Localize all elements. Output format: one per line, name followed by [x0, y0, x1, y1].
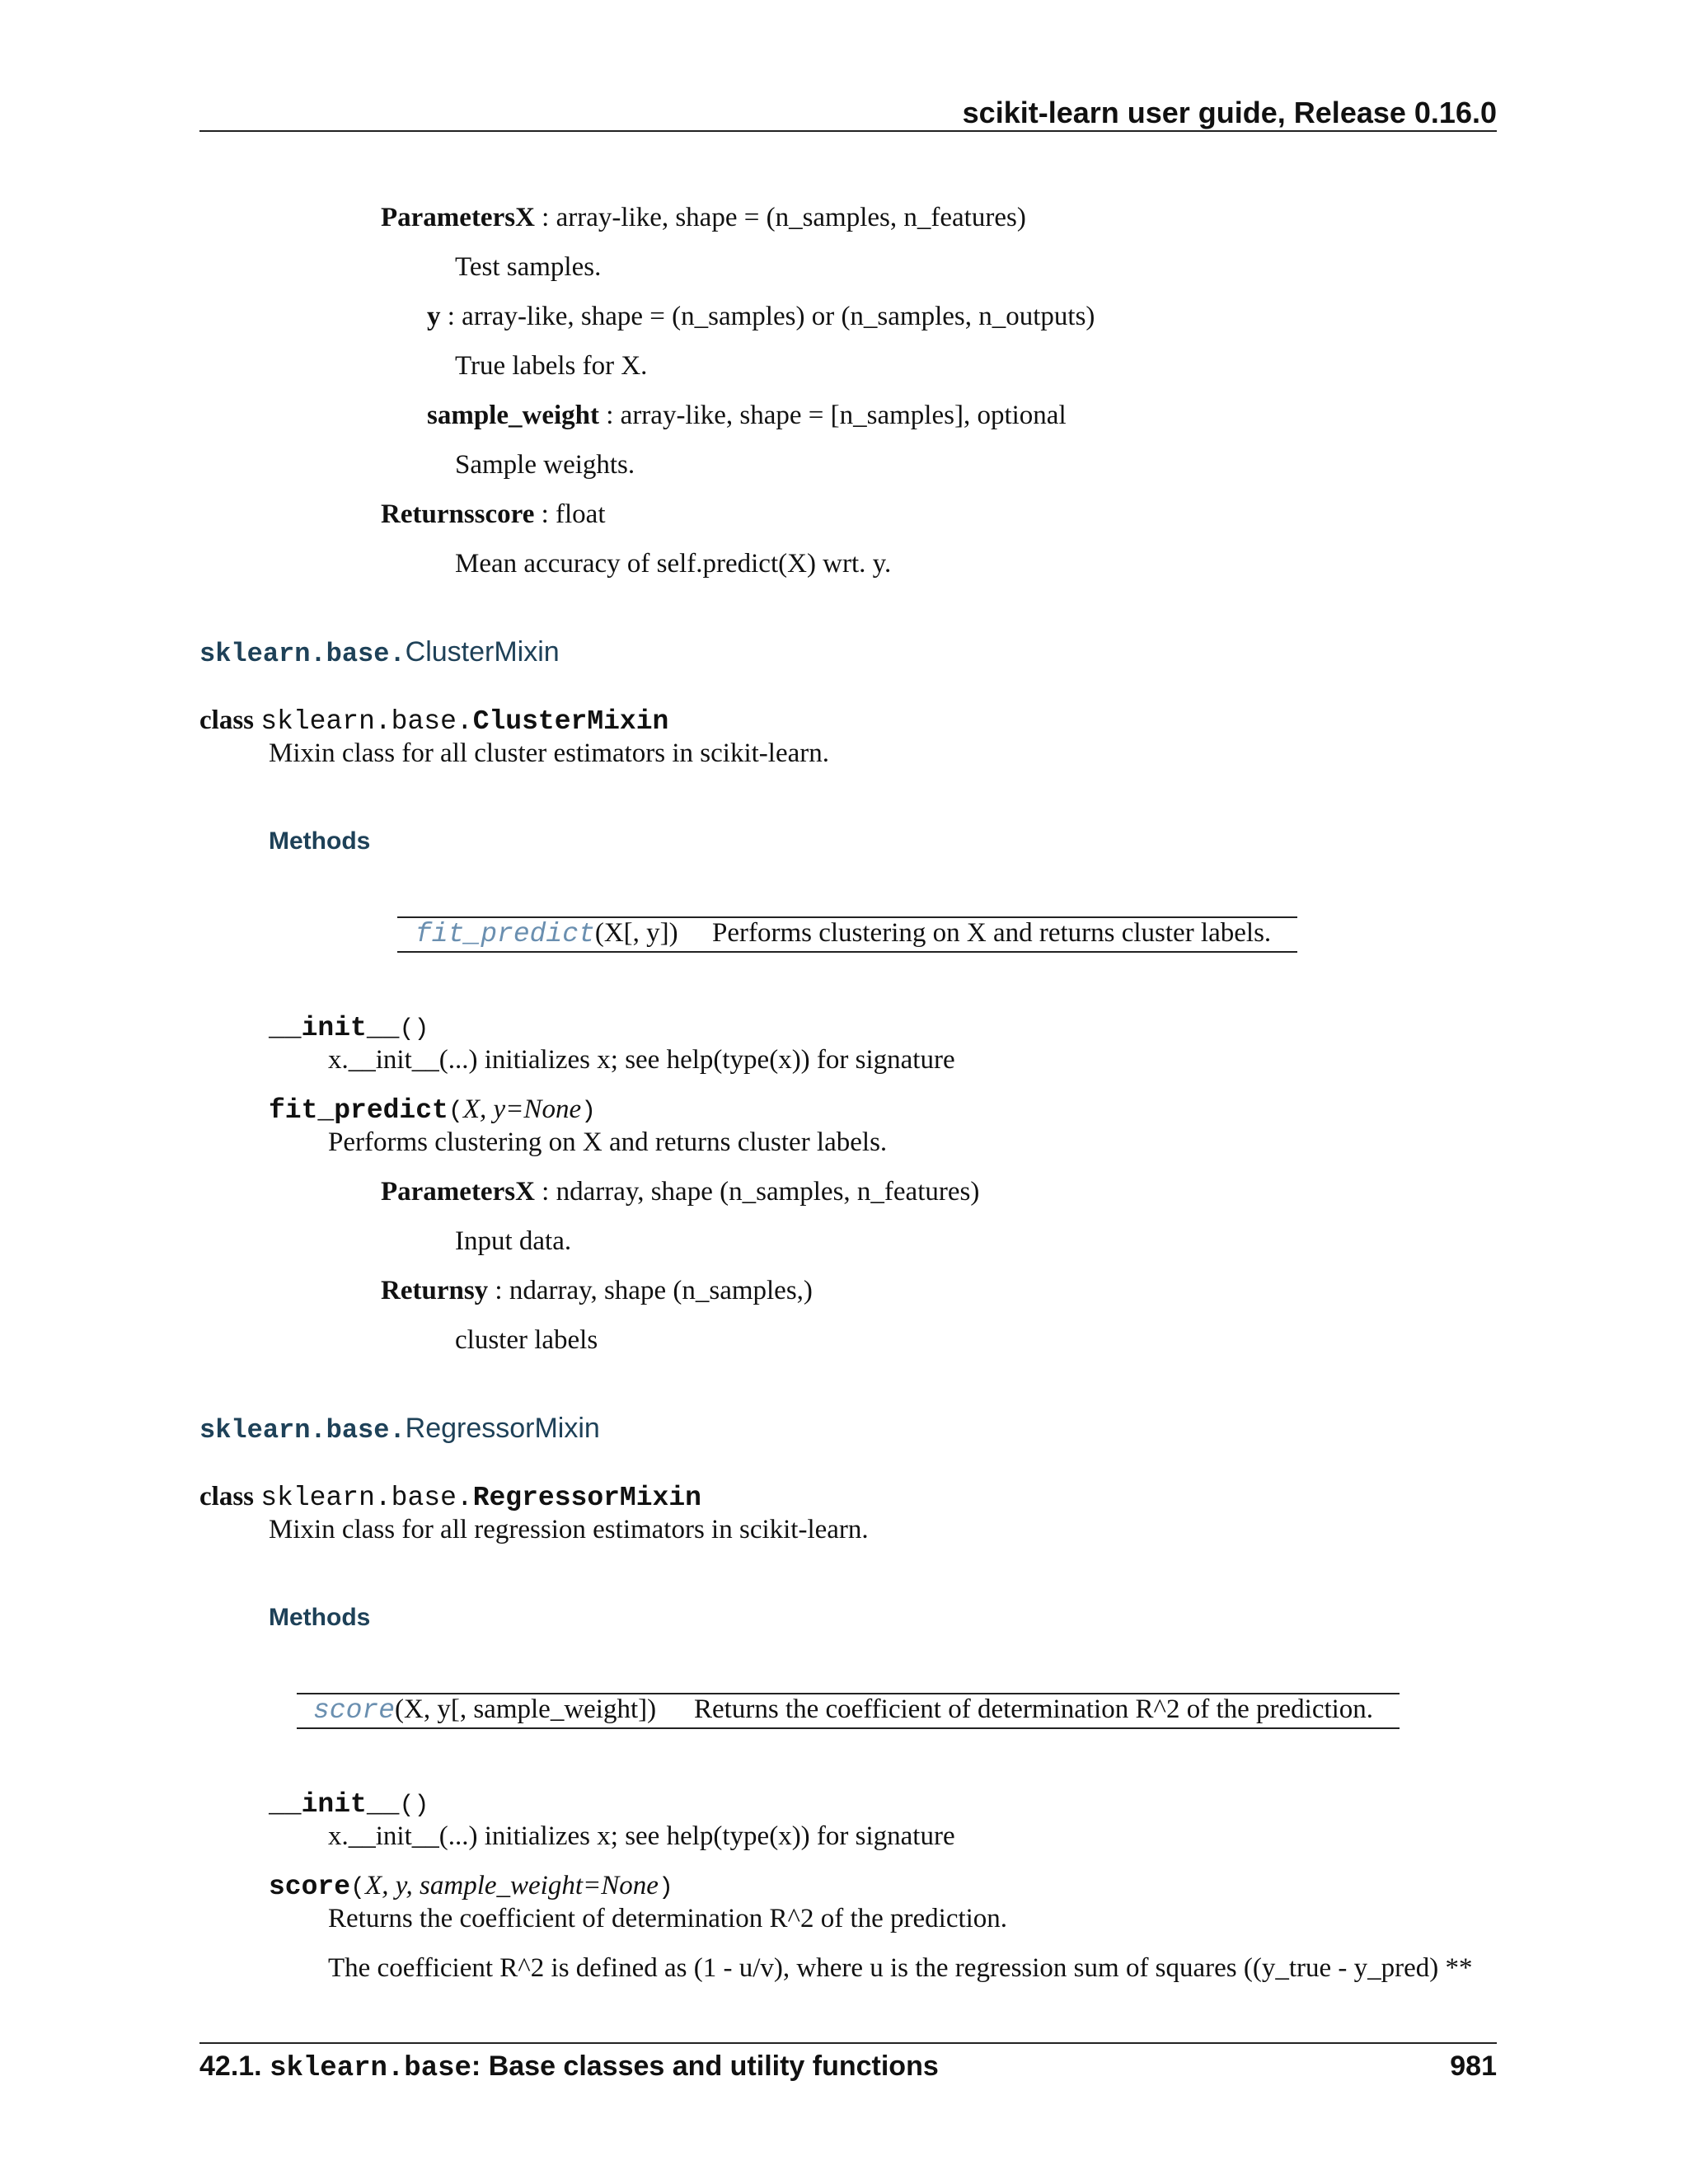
header-rule — [199, 130, 1497, 132]
param-name: X — [515, 203, 535, 232]
params-line-y — [427, 300, 1095, 334]
param-type: : ndarray, shape (n_samples, n_features) — [534, 1177, 980, 1207]
params-line-sample-weight — [427, 399, 1067, 433]
method-paren: () — [399, 1792, 429, 1820]
init-signature — [269, 1010, 429, 1046]
params-label: Parameters — [381, 1177, 516, 1207]
class-name: ClusterMixin — [472, 706, 669, 737]
methods-heading: Methods — [269, 827, 371, 855]
init-description: x.__init__(...) initializes x; see help(type(x)) for signature — [328, 1045, 955, 1075]
param-type: : array-like, shape = (n_samples, n_features) — [534, 203, 1026, 232]
class-module: sklearn.base. — [260, 1483, 473, 1513]
method-args: X, y=None — [462, 1094, 582, 1124]
init-signature — [269, 1787, 429, 1822]
return-name: y — [474, 1276, 489, 1305]
class-keyword: class — [199, 1482, 254, 1511]
table-args: (X[, y]) — [594, 918, 678, 948]
param-type: : array-like, shape = (n_samples) or (n_samples, n_outputs) — [440, 302, 1095, 331]
class-keyword: class — [199, 705, 254, 735]
returns-label: Returns — [381, 1276, 475, 1305]
score-description: Returns the coefficient of determination R^2 of the prediction. — [328, 1904, 1008, 1933]
footer-section-number: 42.1. — [199, 2050, 262, 2082]
class-description: Mixin class for all cluster estimators in scikit-learn. — [269, 738, 829, 768]
method-name: score — [269, 1872, 351, 1902]
class-module: sklearn.base. — [260, 706, 473, 737]
footer-rule — [199, 2042, 1497, 2044]
return-desc: Mean accuracy of self.predict(X) wrt. y. — [455, 549, 892, 579]
return-name: score — [474, 499, 535, 529]
fit-predict-description: Performs clustering on X and returns cluster labels. — [328, 1127, 888, 1157]
class-name: RegressorMixin — [472, 1483, 701, 1513]
open-paren: ( — [448, 1098, 463, 1126]
params-label: Parameters — [381, 203, 516, 232]
param-desc: Input data. — [455, 1226, 572, 1256]
score-signature — [269, 1869, 673, 1905]
fit-predict-link[interactable]: fit_predict — [415, 919, 595, 949]
section-title-regressormixin — [199, 1411, 600, 1447]
table-bottom-rule — [297, 1727, 1400, 1729]
method-name: __init__ — [269, 1013, 400, 1043]
method-args: X, y, sample_weight=None — [365, 1871, 659, 1900]
page-number: 981 — [1450, 2050, 1497, 2082]
method-name: __init__ — [269, 1789, 400, 1820]
returns-line — [381, 498, 606, 532]
footer-section-title: : Base classes and utility functions — [471, 2050, 939, 2082]
open-paren: ( — [350, 1874, 366, 1902]
returns-line — [381, 1274, 813, 1308]
table-description: Performs clustering on X and returns cluster labels. — [712, 918, 1272, 948]
methods-table-row — [415, 916, 678, 951]
table-bottom-rule — [397, 951, 1297, 953]
section-title-module: sklearn.base. — [199, 1415, 406, 1446]
fit-predict-signature — [269, 1093, 596, 1128]
return-type: : ndarray, shape (n_samples,) — [488, 1276, 813, 1305]
param-name: y — [427, 302, 441, 331]
footer-section — [199, 2049, 939, 2087]
close-paren: ) — [581, 1098, 597, 1126]
param-desc: Sample weights. — [455, 450, 635, 480]
section-title-clustermixin — [199, 635, 560, 671]
class-signature-clustermixin — [199, 704, 668, 738]
section-title-name: ClusterMixin — [405, 636, 560, 668]
param-desc: Test samples. — [455, 252, 602, 282]
params-line — [381, 1175, 979, 1209]
init-description: x.__init__(...) initializes x; see help(type(x)) for signature — [328, 1821, 955, 1851]
return-desc: cluster labels — [455, 1325, 598, 1355]
score-detail: The coefficient R^2 is defined as (1 - u/v), where u is the regression sum of squares ((y_true - y_pred) ** — [328, 1953, 1473, 1983]
method-name: fit_predict — [269, 1095, 448, 1126]
table-description: Returns the coefficient of determination R^2 of the prediction. — [694, 1694, 1374, 1724]
section-title-name: RegressorMixin — [405, 1413, 600, 1444]
class-description: Mixin class for all regression estimators in scikit-learn. — [269, 1515, 869, 1544]
class-signature-regressormixin — [199, 1480, 701, 1515]
table-args: (X, y[, sample_weight]) — [395, 1694, 657, 1724]
param-type: : array-like, shape = [n_samples], optional — [599, 401, 1067, 430]
param-name: X — [515, 1177, 535, 1207]
method-paren: () — [399, 1015, 429, 1043]
score-link[interactable]: score — [313, 1695, 396, 1726]
params-line-x — [381, 201, 1026, 235]
param-name: sample_weight — [427, 401, 599, 430]
param-desc: True labels for X. — [455, 351, 648, 381]
returns-label: Returns — [381, 499, 475, 529]
methods-table-row — [313, 1693, 656, 1727]
methods-heading: Methods — [269, 1604, 371, 1631]
running-header: scikit-learn user guide, Release 0.16.0 — [962, 96, 1497, 129]
footer-section-module: sklearn.base — [270, 2053, 471, 2084]
section-title-module: sklearn.base. — [199, 639, 406, 669]
return-type: : float — [534, 499, 606, 529]
close-paren: ) — [658, 1874, 673, 1902]
